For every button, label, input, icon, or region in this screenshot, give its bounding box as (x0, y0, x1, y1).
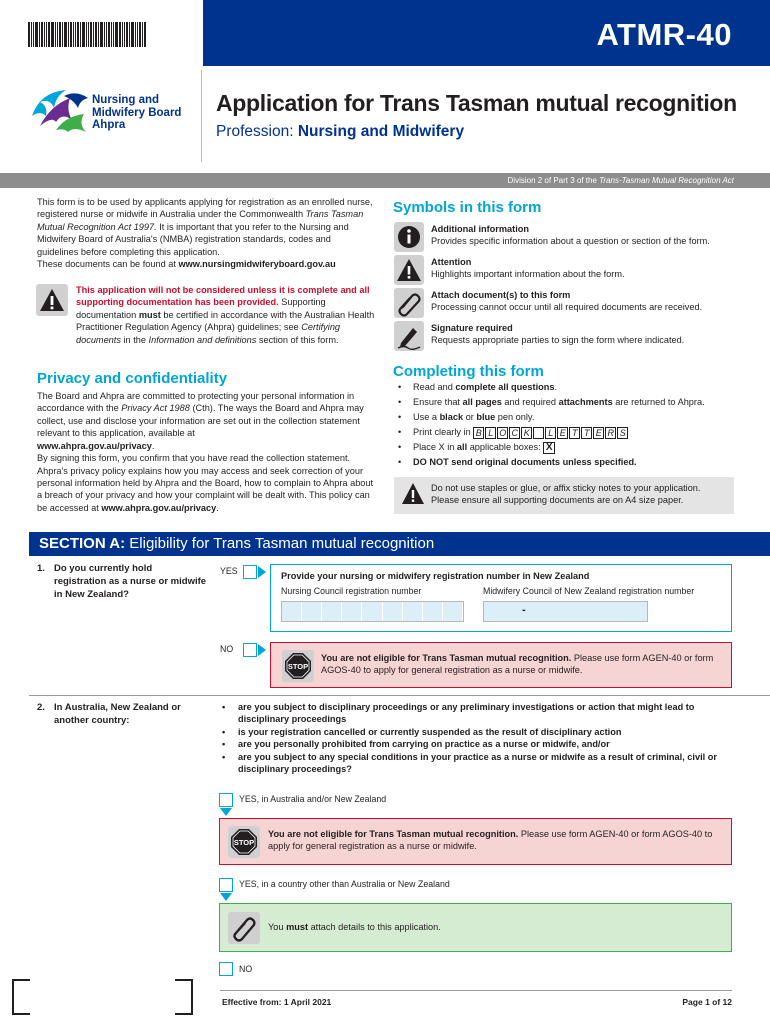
section-a-header: SECTION A: Eligibility for Trans Tasman mutual recognition (29, 532, 770, 556)
midwifery-council-label: Midwifery Council of New Zealand registration number (483, 586, 695, 596)
barcode-bar (104, 22, 105, 47)
barcode-bar (115, 22, 118, 47)
barcode-bar (33, 22, 34, 47)
barcode-bar (144, 22, 146, 47)
question-divider (29, 695, 770, 696)
attention-icon (394, 255, 424, 285)
barcode-bar (82, 22, 85, 47)
list-item: • DO NOT send original documents unless specified. (398, 456, 748, 471)
barcode-bar (131, 22, 134, 47)
barcode (28, 22, 162, 47)
privacy-text: The Board and Ahpra are committed to protecting your personal information in accordance with the Privacy Act 1988 (Cth). The ways the Board and Ahpra may collect, use and disclose your information are set out in the collection statement relevant to this application, available at www.ahpra.gov.au/privacy. By signing this form, you confirm that you have read the collection statement. Ahpra's privacy policy explains how you may access and seek correction of your personal information held by Ahpra and the Board, how to complain to Ahpra about a breach of your privacy and how your complaint will be dealt with. This policy can be accessed at www.ahpra.gov.au/privacy. (37, 391, 374, 513)
q2-conditions-list (222, 701, 732, 776)
q1-yes-label: YES (220, 566, 238, 576)
arrow-down-icon (220, 808, 232, 816)
privacy-link[interactable]: www.ahpra.gov.au/privacy (37, 440, 152, 451)
barcode-bar (35, 22, 38, 47)
completing-list (398, 381, 748, 471)
arrow-right-icon (258, 566, 266, 578)
midwifery-council-number-input[interactable] (483, 601, 648, 622)
barcode-bar (122, 22, 123, 47)
list-item: • Use a black or blue pen only. (398, 411, 748, 426)
paperclip-icon (394, 288, 424, 318)
arrow-down-icon (220, 893, 232, 901)
profession (216, 122, 464, 143)
barcode-bar (100, 22, 103, 47)
barcode-bar (57, 22, 58, 47)
nursing-council-label: Nursing Council registration number (281, 586, 422, 596)
barcode-bar (126, 22, 128, 47)
arrow-right-icon (258, 644, 266, 656)
barcode-bar (48, 22, 50, 47)
logo-line-2: Midwifery Board (92, 106, 182, 119)
q2-ineligible-text: You are not eligible for Trans Tasman mutual recognition. Please use form AGEN-40 or form AGOS-40 to apply for general registration as a nurse or midwife. (268, 829, 713, 852)
block-letters-example: B L O C K L E T T E R S (473, 427, 629, 437)
list-item: • Print clearly in B L O C K L E T T E R S (398, 426, 748, 441)
logo-line-3: Ahpra (92, 119, 126, 132)
paperclip-icon (228, 912, 260, 944)
q2-yes-au-nz-label: YES, in Australia and/or New Zealand (239, 794, 387, 804)
page-number: Page 1 of 12 (682, 997, 732, 1007)
q1-ineligible-text: You are not eligible for Trans Tasman mutual recognition. Please use form AGEN-40 or form AGOS-40 to apply for general registration as a nurse or midwife. (321, 653, 714, 676)
logo-mark-icon (32, 90, 88, 132)
list-item: • are you personally prohibited from carrying on practice as a nurse or midwife, and/or (222, 738, 732, 750)
barcode-bar (70, 22, 72, 47)
q2-yes-other-country-label: YES, in a country other than Australia or New Zealand (239, 879, 450, 889)
stop-icon (282, 650, 314, 682)
board-name (92, 94, 181, 132)
form-code: ATMR-40 (596, 17, 732, 52)
barcode-bar (98, 22, 99, 47)
symbol-attach: Attach document(s) to this form Processing cannot occur until all required documents are received. (431, 290, 703, 313)
barcode-bar (93, 22, 94, 47)
header-divider (201, 70, 202, 162)
profession-label: Profession: (216, 123, 298, 140)
barcode-bar (51, 22, 54, 47)
barcode-bar (44, 22, 45, 47)
barcode-bar (106, 22, 107, 47)
barcode-bar (139, 22, 141, 47)
registration-dash: - (522, 604, 526, 616)
symbols-heading: Symbols in this form (393, 199, 542, 216)
nursing-council-number-input[interactable] (281, 601, 464, 622)
barcode-bar (55, 22, 56, 47)
question-1: 1. Do you currently hold registration as a nurse or midwife in New Zealand? (37, 563, 207, 600)
barcode-bar (86, 22, 87, 47)
barcode-bar (77, 22, 79, 47)
barcode-bar (142, 22, 143, 47)
barcode-bar (137, 22, 138, 47)
barcode-bar (75, 22, 76, 47)
barcode-bar (68, 22, 69, 47)
q2-no-label: NO (239, 964, 253, 974)
attention-text: This application will not be considered unless it is complete and all supporting documentation has been provided. Supporting documentation must be certified in accordance with the Australian Health Practitioner Regulation Agency (Ahpra) guidelines; see Certifying documents in the Information and definitions section of this form. (76, 285, 375, 345)
barcode-bar (95, 22, 97, 47)
barcode-bar (90, 22, 92, 47)
list-item: • are you subject to disciplinary proceedings or any preliminary investigations or action that might lead to disciplinary proceedings (222, 701, 732, 726)
logo-line-1: Nursing and (92, 94, 160, 106)
attach-details-text: You must attach details to this application. (268, 922, 441, 932)
barcode-bar (62, 22, 63, 47)
barcode-bar (129, 22, 130, 47)
registration-box-title: Provide your nursing or midwifery registration number in New Zealand (281, 571, 590, 581)
effective-date: Effective from: 1 April 2021 (222, 997, 332, 1007)
svg-text:STOP: STOP (287, 662, 309, 671)
crop-mark-left (12, 979, 30, 1015)
q2-yes-other-country-checkbox[interactable] (219, 878, 233, 892)
barcode-bar (124, 22, 125, 47)
intro-text: This form is to be used by applicants applying for registration as an enrolled nurse, registered nurse or midwife in Australia under the Commonwealth Trans Tasman Mutual Recognition Act 1997. It is important that you refer to the Nursing and Midwifery Board of Australia's (NMBA) registration standards, codes and guidelines before completing this application. These documents can be found at www.nursingmidwiferyboard.gov.au (37, 197, 373, 270)
symbol-signature: Signature required Requests appropriate parties to sign the form where indicated. (431, 323, 685, 346)
list-item: • Read and complete all questions. (398, 381, 748, 396)
list-item: • is your registration cancelled or currently suspended as the result of disciplinary action (222, 726, 732, 738)
q1-no-checkbox[interactable] (243, 643, 257, 657)
symbol-info: Additional information Provides specific information about a question or section of the form. (431, 224, 710, 247)
barcode-bar (59, 22, 61, 47)
page-title: Application for Trans Tasman mutual recognition (216, 90, 737, 116)
privacy-heading: Privacy and confidentiality (37, 370, 228, 387)
q2-no-checkbox[interactable] (219, 962, 233, 976)
barcode-bar (41, 22, 43, 47)
barcode-bar (64, 22, 67, 47)
barcode-bar (113, 22, 114, 47)
barcode-bar (111, 22, 112, 47)
barcode-bar (73, 22, 74, 47)
division-bar (0, 173, 770, 188)
staples-text: Do not use staples or glue, or affix sticky notes to your application. Please ensure all supporting documents are on A4 size paper. (431, 483, 701, 506)
info-icon (394, 222, 424, 252)
barcode-bar (31, 22, 32, 47)
q1-yes-checkbox[interactable] (243, 565, 257, 579)
attention-icon (36, 284, 68, 316)
attention-icon (401, 481, 425, 507)
symbol-attention: Attention Highlights important information about the form. (431, 257, 625, 280)
barcode-bar (46, 22, 47, 47)
privacy-policy-link[interactable]: www.ahpra.gov.au/privacy (101, 502, 217, 513)
pen-icon (394, 321, 424, 351)
q1-no-label: NO (220, 644, 234, 654)
list-item: • are you subject to any special conditions in your practice as a nurse or midwife as a result of criminal, civil or disciplinary proceedings? (222, 751, 732, 776)
list-item: • Place X in all applicable boxes: X (398, 441, 748, 456)
q2-yes-au-nz-checkbox[interactable] (219, 793, 233, 807)
barcode-bar (39, 22, 40, 47)
footer-divider (220, 990, 732, 991)
barcode-bar (108, 22, 110, 47)
list-item: • Ensure that all pages and required attachments are returned to Ahpra. (398, 396, 748, 411)
division-prefix: Division 2 of Part 3 of the (507, 176, 600, 185)
division-act: Trans-Tasman Mutual Recognition Act (599, 176, 734, 185)
stop-icon (228, 826, 260, 858)
x-box-example: X (543, 442, 555, 454)
profession-value: Nursing and Midwifery (297, 123, 465, 140)
crop-mark-right (175, 979, 193, 1015)
barcode-bar (80, 22, 81, 47)
nmba-link[interactable]: www.nursingmidwiferyboard.gov.au (178, 259, 336, 270)
barcode-bar (119, 22, 121, 47)
barcode-bar (135, 22, 136, 47)
barcode-bar (28, 22, 30, 47)
barcode-bar (88, 22, 89, 47)
question-2: 2. In Australia, New Zealand or another country: (37, 702, 181, 726)
completing-heading: Completing this form (393, 363, 544, 380)
svg-text:STOP: STOP (233, 838, 255, 847)
